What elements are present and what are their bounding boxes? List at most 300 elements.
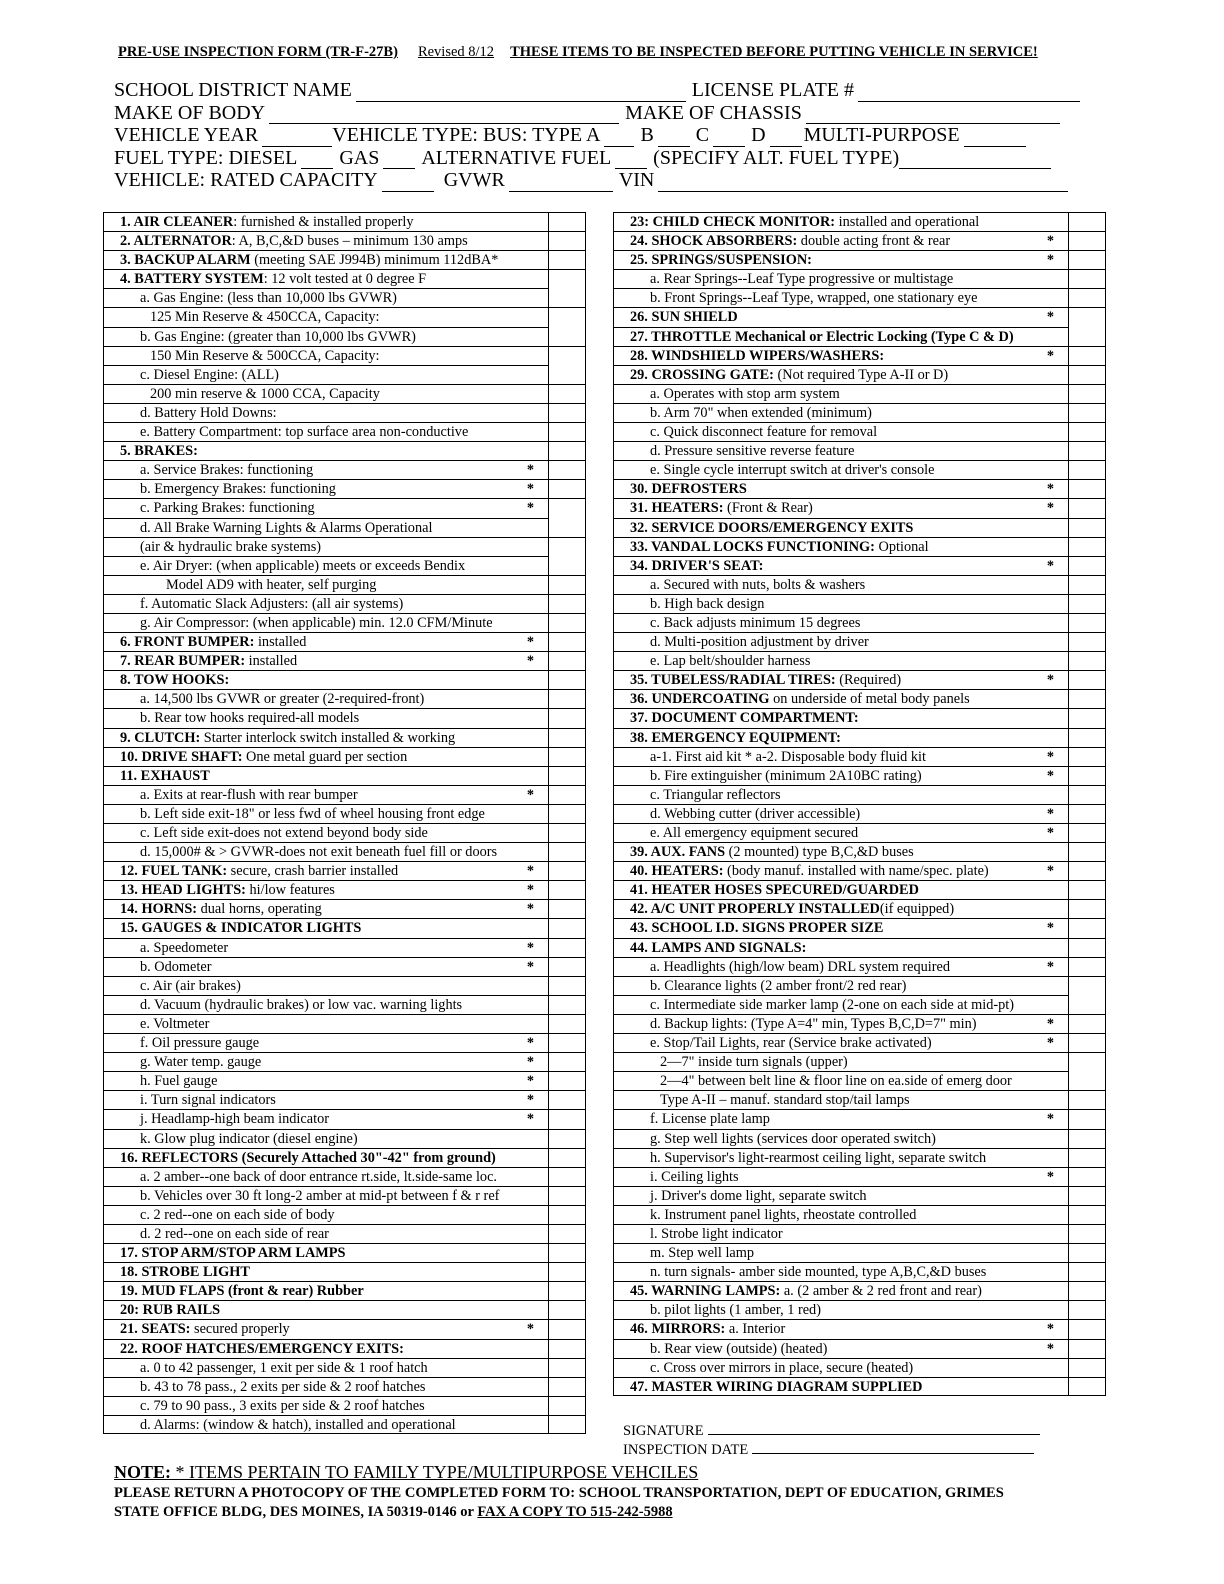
check-box[interactable]: [549, 479, 586, 498]
check-box[interactable]: [1069, 365, 1106, 384]
check-box[interactable]: [549, 708, 586, 727]
item-text: c. 79 to 90 pass., 3 exits per side & 2 roof hatches: [140, 1397, 425, 1414]
family-vehicle-marker: *: [1046, 748, 1054, 765]
check-box[interactable]: [549, 689, 586, 708]
item-label: [613, 1052, 1069, 1071]
check-box[interactable]: [1069, 460, 1106, 479]
item-label: [613, 479, 1069, 498]
field-row-3: [114, 124, 1104, 147]
item-label: [613, 422, 1069, 441]
check-box[interactable]: [549, 995, 586, 1014]
item-text: j. Headlamp-high beam indicator: [140, 1111, 329, 1128]
check-box[interactable]: [1069, 231, 1106, 250]
item-label: [103, 250, 549, 269]
item-heading: 46. MIRRORS:: [630, 1321, 726, 1338]
rated-capacity-input[interactable]: [382, 174, 434, 192]
check-box[interactable]: [549, 1396, 586, 1415]
check-box[interactable]: [549, 613, 586, 632]
check-box[interactable]: [549, 307, 586, 326]
check-box[interactable]: [1069, 403, 1106, 422]
check-box[interactable]: [1069, 957, 1106, 976]
multi-purpose-input[interactable]: [964, 129, 1026, 147]
check-box[interactable]: [549, 1071, 586, 1090]
check-box[interactable]: [549, 1358, 586, 1377]
item-label: [613, 1377, 1069, 1396]
item-label: [613, 594, 1069, 613]
family-vehicle-marker: *: [526, 1073, 534, 1090]
checklist-item: [103, 288, 586, 307]
check-box[interactable]: [1069, 1358, 1106, 1377]
rated-capacity-label: VEHICLE: RATED CAPACITY: [114, 169, 378, 192]
check-box[interactable]: [1069, 1377, 1106, 1396]
check-box[interactable]: [1069, 307, 1106, 326]
item-label: [103, 1281, 549, 1300]
check-box[interactable]: [1069, 422, 1106, 441]
item-label: [613, 575, 1069, 594]
check-box[interactable]: [549, 1300, 586, 1319]
checklist-item: [103, 728, 586, 747]
check-box[interactable]: [1069, 747, 1106, 766]
item-heading: 40. HEATERS:: [630, 863, 724, 880]
check-box[interactable]: [1069, 1339, 1106, 1358]
item-text: secure, crash barrier installed: [227, 863, 399, 880]
check-box[interactable]: [1069, 537, 1106, 556]
checklist-item: [613, 460, 1106, 479]
check-box[interactable]: [1069, 842, 1106, 861]
check-box[interactable]: [549, 1339, 586, 1358]
type-c-input[interactable]: [713, 129, 745, 147]
check-box[interactable]: [1069, 1300, 1106, 1319]
check-box[interactable]: [549, 804, 586, 823]
type-d-input[interactable]: [770, 129, 802, 147]
item-heading: 42. A/C UNIT PROPERLY INSTALLED: [630, 901, 880, 918]
check-box[interactable]: [1069, 1205, 1106, 1224]
item-label: [613, 441, 1069, 460]
check-box[interactable]: [1069, 518, 1106, 537]
item-label: [103, 327, 549, 346]
checklist-item: [613, 403, 1106, 422]
check-box[interactable]: [1069, 823, 1106, 842]
check-box[interactable]: [1069, 938, 1106, 957]
item-label: [103, 766, 549, 785]
checklist-item: [103, 1281, 586, 1300]
item-text: d. Pressure sensitive reverse feature: [650, 443, 855, 460]
check-box[interactable]: [1069, 269, 1106, 288]
checklist-item: [613, 1186, 1106, 1205]
check-box[interactable]: [549, 1014, 586, 1033]
item-text: Starter interlock switch installed & working: [200, 729, 456, 746]
checklist-item: [613, 1014, 1106, 1033]
diesel-input[interactable]: [301, 151, 333, 169]
check-box[interactable]: [549, 1224, 586, 1243]
check-box[interactable]: [549, 823, 586, 842]
check-box[interactable]: [549, 594, 586, 613]
footer-fax: FAX A COPY TO 515-242-5988: [477, 1504, 673, 1520]
checklist-item: [103, 1205, 586, 1224]
checklist-item: [103, 785, 586, 804]
checklist-item: [613, 1377, 1106, 1396]
check-box[interactable]: [549, 651, 586, 670]
item-label: [103, 880, 549, 899]
checklist-item: [613, 995, 1106, 1014]
item-heading: 27. THROTTLE Mechanical or Electric Locking (Type C & D): [630, 328, 1014, 345]
checklist-item: [103, 327, 586, 346]
check-box[interactable]: [1069, 479, 1106, 498]
family-vehicle-marker: *: [1046, 1015, 1054, 1032]
check-box[interactable]: [1069, 918, 1106, 937]
family-vehicle-marker: *: [1046, 1111, 1054, 1128]
item-text: Model AD9 with heater, self purging: [166, 576, 377, 593]
check-box[interactable]: [1069, 1224, 1106, 1243]
item-text: e. Stop/Tail Lights, rear (Service brake activated): [650, 1035, 932, 1052]
check-box[interactable]: [1069, 1319, 1106, 1338]
type-d-label: D: [751, 124, 766, 147]
specify-alt-fuel-input[interactable]: [899, 151, 1051, 169]
item-text: g. Water temp. gauge: [140, 1054, 262, 1071]
item-label: [103, 479, 549, 498]
checklist-item: [613, 575, 1106, 594]
check-box[interactable]: [549, 1167, 586, 1186]
checklist-item: [613, 689, 1106, 708]
check-box[interactable]: [549, 250, 586, 269]
check-box[interactable]: [549, 1186, 586, 1205]
check-box[interactable]: [1069, 651, 1106, 670]
check-box[interactable]: [1069, 1033, 1106, 1052]
item-heading: 11. EXHAUST: [120, 767, 210, 784]
item-label: [103, 1071, 549, 1090]
check-box[interactable]: [1069, 1014, 1106, 1033]
check-box[interactable]: [1069, 861, 1106, 880]
item-label: [103, 976, 549, 995]
item-label: [103, 1090, 549, 1109]
checklist-item: [613, 231, 1106, 250]
check-box[interactable]: [1069, 899, 1106, 918]
check-box[interactable]: [1069, 1052, 1106, 1071]
check-box[interactable]: [549, 460, 586, 479]
header-message: THESE ITEMS TO BE INSPECTED BEFORE PUTTING VEHICLE IN SERVICE!: [510, 44, 1038, 60]
item-text: f. License plate lamp: [650, 1111, 770, 1128]
check-box[interactable]: [549, 518, 586, 537]
license-plate-input[interactable]: [858, 84, 1080, 102]
check-box[interactable]: [1069, 288, 1106, 307]
family-vehicle-marker: *: [1046, 309, 1054, 326]
check-box[interactable]: [549, 422, 586, 441]
check-box[interactable]: [1069, 804, 1106, 823]
check-box[interactable]: [1069, 995, 1106, 1014]
family-vehicle-marker: *: [526, 901, 534, 918]
checklist-item: [103, 651, 586, 670]
item-text: (Not required Type A-II or D): [773, 366, 949, 383]
family-vehicle-marker: *: [526, 634, 534, 651]
family-vehicle-marker: *: [1046, 347, 1054, 364]
checklist-item: [613, 880, 1106, 899]
make-of-chassis-input[interactable]: [806, 106, 1060, 124]
item-heading: 34. DRIVER'S SEAT:: [630, 557, 764, 574]
check-box[interactable]: [549, 728, 586, 747]
item-text: g. Air Compressor: (when applicable) min. 12.0 CFM/Minute: [140, 614, 493, 631]
item-heading: 32. SERVICE DOORS/EMERGENCY EXITS: [630, 519, 914, 536]
checklist-item: [103, 632, 586, 651]
checklist-item: [103, 823, 586, 842]
item-label: [103, 938, 549, 957]
family-vehicle-marker: *: [526, 1321, 534, 1338]
item-heading: 19. MUD FLAPS (front & rear) Rubber: [120, 1283, 364, 1300]
item-label: [613, 365, 1069, 384]
check-box[interactable]: [1069, 708, 1106, 727]
item-label: [103, 1396, 549, 1415]
checklist-item: [103, 422, 586, 441]
check-box[interactable]: [549, 1052, 586, 1071]
checklist-item: [613, 823, 1106, 842]
check-box[interactable]: [1069, 441, 1106, 460]
checklist-item: [103, 1090, 586, 1109]
check-box[interactable]: [1069, 556, 1106, 575]
item-label: [103, 384, 549, 403]
item-label: [103, 212, 549, 231]
check-box[interactable]: [1069, 575, 1106, 594]
item-text: b. Clearance lights (2 amber front/2 red rear): [650, 977, 907, 994]
checklist-item: [103, 976, 586, 995]
check-box[interactable]: [549, 1205, 586, 1224]
signature-field: [623, 1422, 1040, 1440]
family-vehicle-marker: *: [526, 958, 534, 975]
item-label: [103, 575, 549, 594]
item-label: [613, 747, 1069, 766]
item-label: [613, 651, 1069, 670]
specify-alt-fuel-label: (SPECIFY ALT. FUEL TYPE): [653, 146, 900, 169]
item-text: b. Left side exit-18" or less fwd of wheel housing front edge: [140, 805, 485, 822]
item-text: k. Instrument panel lights, rheostate controlled: [650, 1206, 917, 1223]
check-box[interactable]: [549, 1281, 586, 1300]
item-text: a. Speedometer: [140, 939, 229, 956]
check-box[interactable]: [1069, 785, 1106, 804]
check-box[interactable]: [549, 976, 586, 995]
check-box[interactable]: [1069, 1129, 1106, 1148]
item-heading: 33. VANDAL LOCKS FUNCTIONING:: [630, 538, 875, 555]
check-box[interactable]: [549, 842, 586, 861]
item-text: f. Automatic Slack Adjusters: (all air systems): [140, 595, 404, 612]
item-label: [103, 460, 549, 479]
check-box[interactable]: [549, 918, 586, 937]
item-label: [103, 288, 549, 307]
item-label: [613, 1243, 1069, 1262]
item-label: [613, 957, 1069, 976]
type-b-label: B: [640, 124, 654, 147]
check-box[interactable]: [549, 365, 586, 384]
family-vehicle-marker: *: [526, 1054, 534, 1071]
check-box[interactable]: [549, 1129, 586, 1148]
check-box[interactable]: [1069, 498, 1106, 517]
family-vehicle-marker: *: [1046, 1340, 1054, 1357]
checklist-item: [613, 307, 1106, 326]
check-box[interactable]: [1069, 728, 1106, 747]
check-box[interactable]: [549, 880, 586, 899]
family-vehicle-marker: *: [526, 1035, 534, 1052]
check-box[interactable]: [549, 957, 586, 976]
check-box[interactable]: [1069, 250, 1106, 269]
family-vehicle-marker: *: [1046, 863, 1054, 880]
check-box[interactable]: [549, 269, 586, 288]
footer-line-1: PLEASE RETURN A PHOTOCOPY OF THE COMPLETED FORM TO: SCHOOL TRANSPORTATION, DEPT OF EDUCATION, GRIMES: [114, 1485, 1004, 1501]
item-label: [103, 708, 549, 727]
type-b-input[interactable]: [658, 129, 690, 147]
check-box[interactable]: [549, 403, 586, 422]
inspection-date-input[interactable]: [752, 1441, 1034, 1454]
item-text: 150 Min Reserve & 500CCA, Capacity:: [150, 347, 380, 364]
check-box[interactable]: [549, 1377, 586, 1396]
item-heading: 6. FRONT BUMPER:: [120, 634, 255, 651]
checklist-item: [103, 1148, 586, 1167]
item-text: c. Intermediate side marker lamp (2-one on each side at mid-pt): [650, 996, 1015, 1013]
item-text: : 12 volt tested at 0 degree F: [263, 271, 427, 288]
gvwr-input[interactable]: [509, 174, 613, 192]
check-box[interactable]: [549, 1148, 586, 1167]
item-heading: 17. STOP ARM/STOP ARM LAMPS: [120, 1245, 346, 1262]
check-box[interactable]: [549, 498, 586, 517]
checklist-item: [103, 460, 586, 479]
type-a-input[interactable]: [604, 129, 634, 147]
make-of-body-label: MAKE OF BODY: [114, 101, 266, 124]
check-box[interactable]: [1069, 1071, 1106, 1090]
check-box[interactable]: [1069, 613, 1106, 632]
check-box[interactable]: [549, 346, 586, 365]
check-box[interactable]: [549, 1415, 586, 1434]
item-label: [613, 899, 1069, 918]
check-box[interactable]: [549, 1090, 586, 1109]
check-box[interactable]: [549, 938, 586, 957]
item-label: [103, 747, 549, 766]
checklist-item: [613, 1052, 1106, 1071]
item-label: [613, 823, 1069, 842]
item-label: [613, 212, 1069, 231]
check-box[interactable]: [549, 1033, 586, 1052]
check-box[interactable]: [1069, 1167, 1106, 1186]
item-text: 125 Min Reserve & 450CCA, Capacity:: [150, 309, 380, 326]
check-box[interactable]: [1069, 327, 1106, 346]
family-vehicle-marker: *: [1046, 825, 1054, 841]
license-plate-label: LICENSE PLATE #: [691, 79, 855, 101]
check-box[interactable]: [549, 212, 586, 231]
check-box[interactable]: [1069, 1262, 1106, 1281]
checklist-item: [103, 231, 586, 250]
check-box[interactable]: [1069, 1090, 1106, 1109]
family-vehicle-marker: *: [526, 1111, 534, 1128]
check-box[interactable]: [549, 231, 586, 250]
checklist-item: [103, 1071, 586, 1090]
item-text: on underside of metal body panels: [769, 691, 970, 708]
check-box[interactable]: [1069, 880, 1106, 899]
check-box[interactable]: [1069, 384, 1106, 403]
checklist-item: [613, 1033, 1106, 1052]
check-box[interactable]: [1069, 1186, 1106, 1205]
item-heading: 15. GAUGES & INDICATOR LIGHTS: [120, 920, 362, 937]
item-text: i. Ceiling lights: [650, 1168, 739, 1185]
check-box[interactable]: [549, 384, 586, 403]
check-box[interactable]: [1069, 212, 1106, 231]
check-box[interactable]: [1069, 594, 1106, 613]
check-box[interactable]: [1069, 1243, 1106, 1262]
item-label: [103, 1319, 549, 1338]
vehicle-year-input[interactable]: [262, 129, 332, 147]
check-box[interactable]: [549, 632, 586, 651]
item-heading: 2. ALTERNATOR: [120, 233, 232, 250]
vin-input[interactable]: [658, 174, 1068, 192]
item-text: (meeting SAE J994B) minimum 112dBA*: [250, 252, 499, 269]
item-heading: 44. LAMPS AND SIGNALS:: [630, 939, 807, 956]
family-vehicle-marker: *: [526, 481, 534, 498]
check-box[interactable]: [549, 670, 586, 689]
check-box[interactable]: [1069, 346, 1106, 365]
make-of-body-input[interactable]: [269, 106, 619, 124]
check-box[interactable]: [1069, 1109, 1106, 1128]
check-box[interactable]: [1069, 1148, 1106, 1167]
checklist-item: [103, 250, 586, 269]
checklist-item: [613, 365, 1106, 384]
check-box[interactable]: [549, 327, 586, 346]
checklist-item: [613, 1339, 1106, 1358]
check-box[interactable]: [1069, 632, 1106, 651]
check-box[interactable]: [549, 441, 586, 460]
check-box[interactable]: [549, 1262, 586, 1281]
check-box[interactable]: [1069, 766, 1106, 785]
signature-input[interactable]: [708, 1422, 1040, 1435]
checklist-item: [103, 518, 586, 537]
check-box[interactable]: [1069, 670, 1106, 689]
check-box[interactable]: [1069, 976, 1106, 995]
alt-fuel-input[interactable]: [615, 151, 647, 169]
check-box[interactable]: [549, 1109, 586, 1128]
family-vehicle-marker: *: [1046, 481, 1054, 498]
item-text: b. Arm 70" when extended (minimum): [650, 404, 872, 421]
item-label: [103, 728, 549, 747]
check-box[interactable]: [549, 1319, 586, 1338]
item-heading: 14. HORNS:: [120, 901, 198, 918]
item-heading: 35. TUBELESS/RADIAL TIRES:: [630, 672, 836, 689]
check-box[interactable]: [549, 1243, 586, 1262]
gas-input[interactable]: [383, 151, 415, 169]
item-heading: 4. BATTERY SYSTEM: [120, 271, 264, 288]
check-box[interactable]: [549, 537, 586, 556]
check-box[interactable]: [1069, 1281, 1106, 1300]
checklist-item: [103, 861, 586, 880]
check-box[interactable]: [549, 861, 586, 880]
item-label: [613, 861, 1069, 880]
multi-purpose-label: MULTI-PURPOSE: [803, 124, 960, 147]
checklist-item: [103, 1358, 586, 1377]
check-box[interactable]: [549, 766, 586, 785]
item-label: [103, 1243, 549, 1262]
item-heading: 39. AUX. FANS: [630, 844, 726, 861]
check-box[interactable]: [549, 899, 586, 918]
check-box[interactable]: [549, 288, 586, 307]
check-box[interactable]: [549, 747, 586, 766]
item-text: b. pilot lights (1 amber, 1 red): [650, 1302, 821, 1319]
item-text: e. Lap belt/shoulder harness: [650, 653, 811, 670]
item-label: [103, 441, 549, 460]
item-text: e. Voltmeter: [140, 1015, 210, 1032]
checklist-item: [103, 498, 586, 517]
school-district-input[interactable]: [356, 84, 686, 102]
item-label: [613, 1090, 1069, 1109]
check-box[interactable]: [549, 575, 586, 594]
check-box[interactable]: [1069, 689, 1106, 708]
item-label: [613, 518, 1069, 537]
checklist-item: [613, 1090, 1106, 1109]
check-box[interactable]: [549, 785, 586, 804]
item-text: c. 2 red--one on each side of body: [140, 1206, 335, 1223]
checklist-item: [103, 1186, 586, 1205]
check-box[interactable]: [549, 556, 586, 575]
